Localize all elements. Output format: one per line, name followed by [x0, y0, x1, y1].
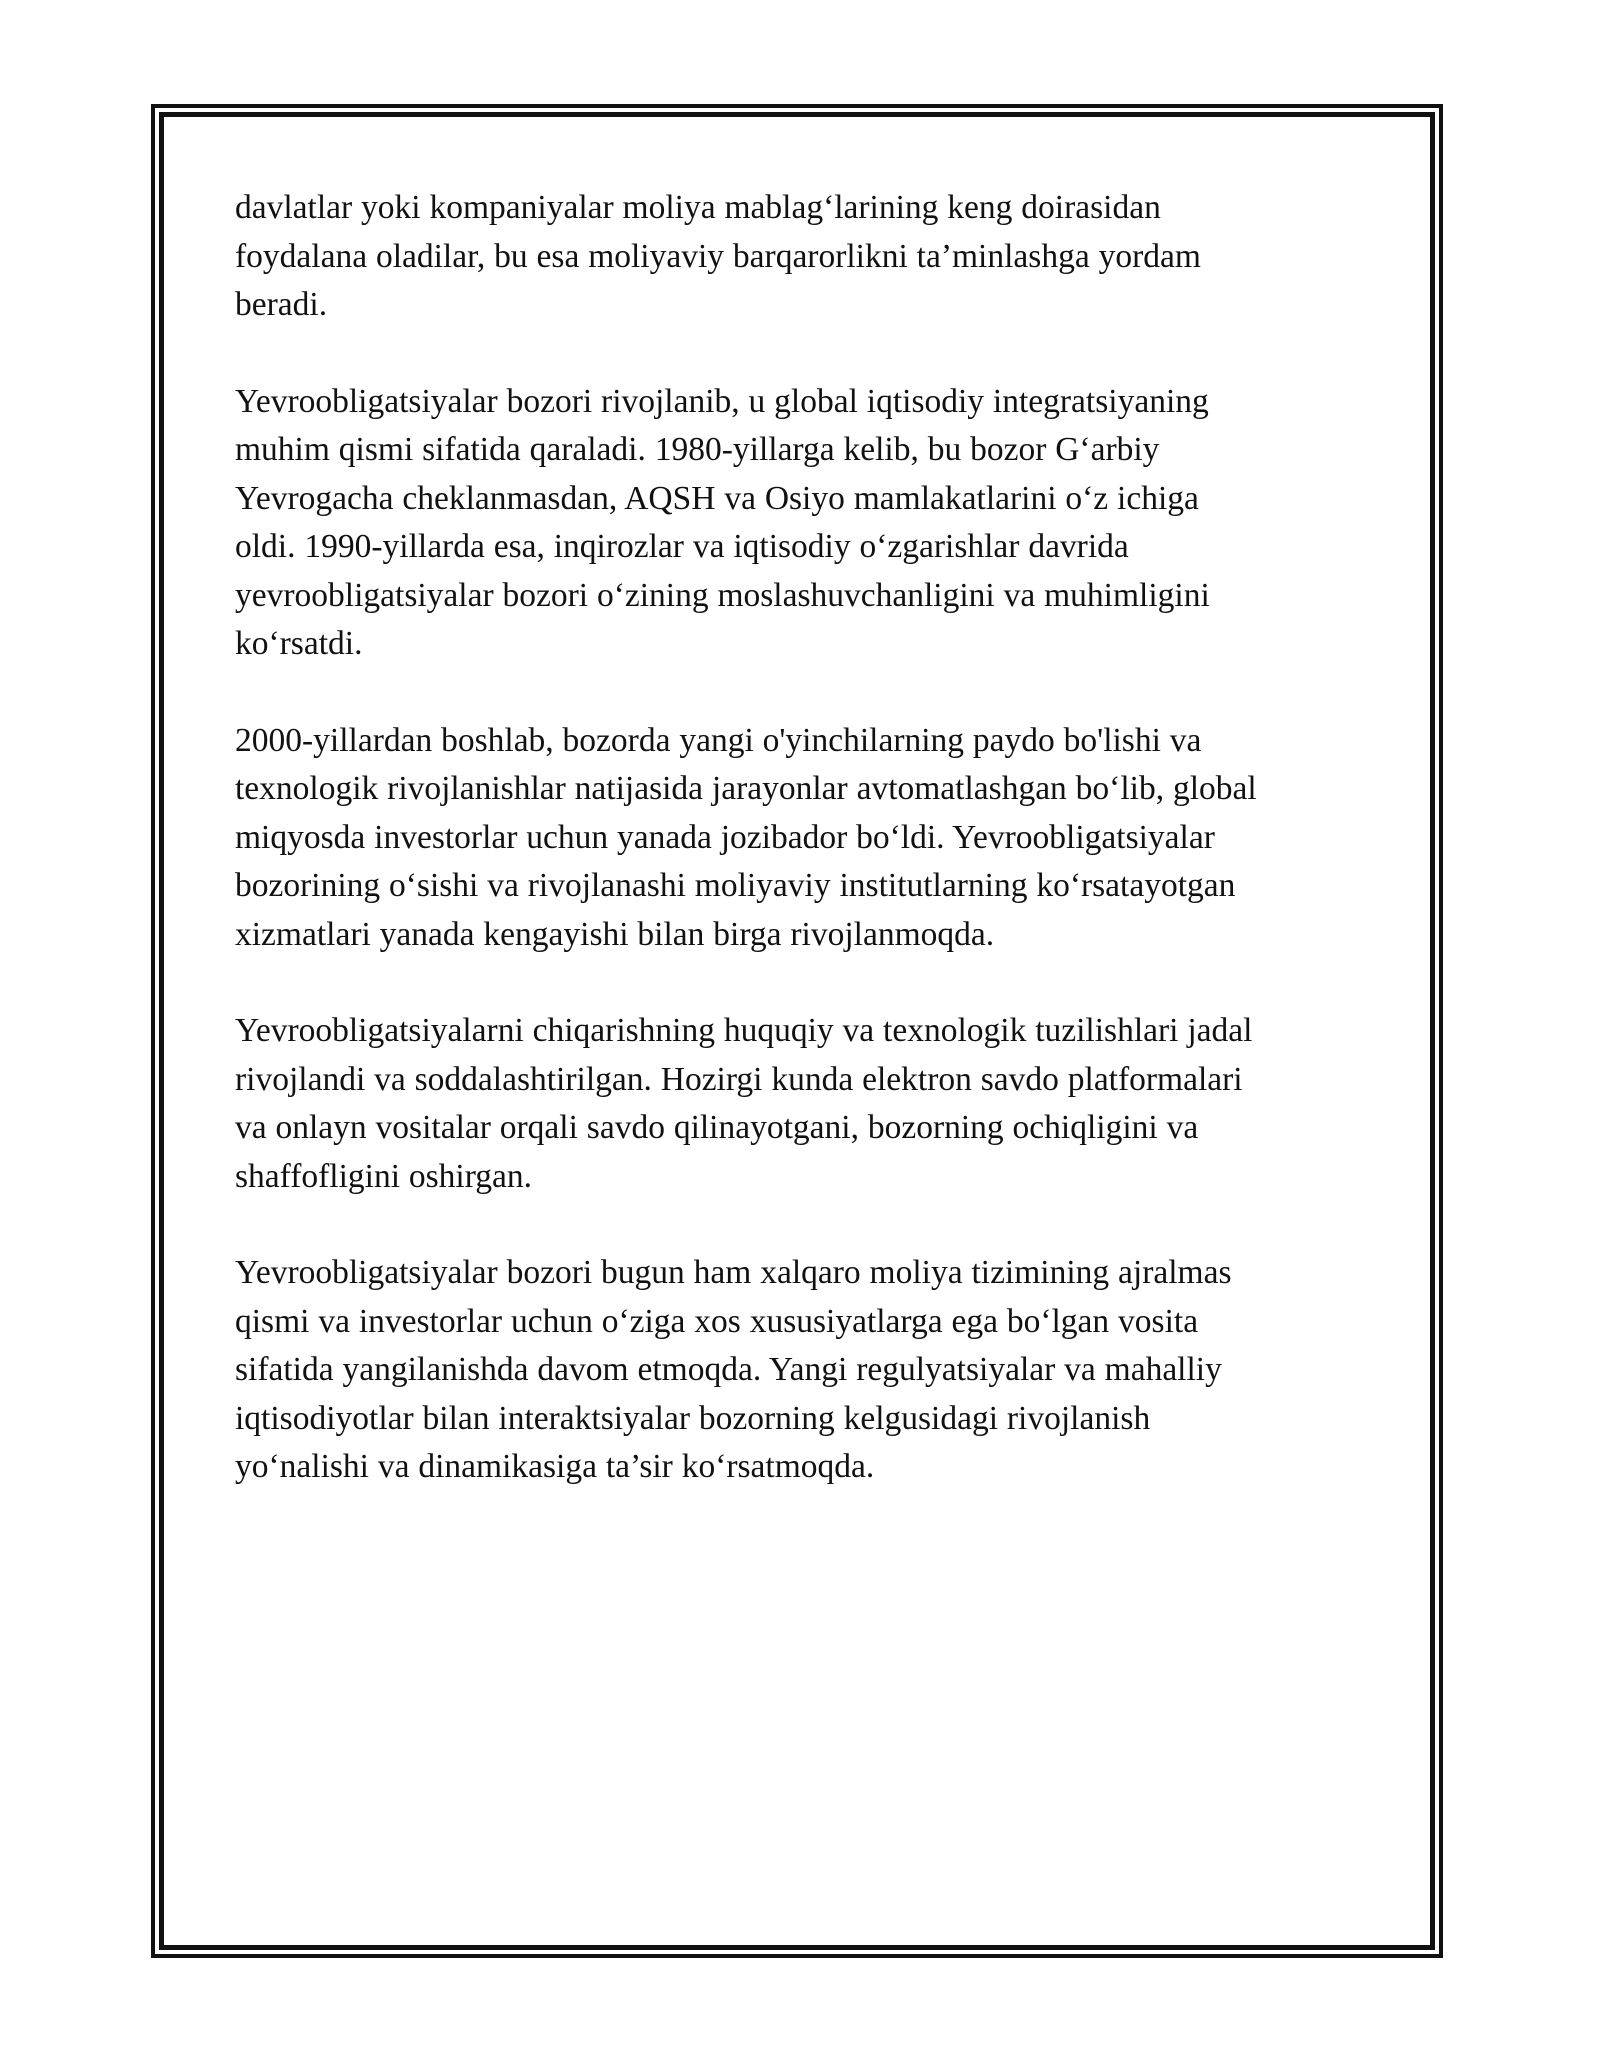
text-line: miqyosda investorlar uchun yanada jozibador bo‘ldi. Yevroobligatsiyalar	[235, 818, 1215, 856]
paragraph-4	[235, 1007, 1365, 1201]
text-line: yo‘nalishi va dinamikasiga ta’sir ko‘rsatmoqda.	[235, 1448, 875, 1485]
text-line: bozorining o‘sishi va rivojlanashi moliyaviy institutlarning ko‘rsatayotgan	[235, 867, 1236, 904]
text-line: xizmatlari yanada kengayishi bilan birga rivojlanmoqda.	[235, 915, 995, 953]
text-line: Yevroobligatsiyalarni chiqarishning huquqiy va texnologik tuzilishlari jadal	[235, 1012, 1253, 1049]
text-line: oldi. 1990-yillarda esa, inqirozlar va iqtisodiy o‘zgarishlar davrida	[235, 528, 1129, 565]
text-line: iqtisodiyotlar bilan interaktsiyalar bozorning kelgusidagi rivojlanish	[235, 1399, 1151, 1437]
paragraph-5	[235, 1249, 1365, 1492]
text-line: 2000-yillardan boshlab, bozorda yangi o'yinchilarning paydo bo'lishi va	[235, 721, 1202, 759]
text-line: Yevrogacha cheklanmasdan, AQSH va Osiyo mamlakatlarini o‘z ichiga	[235, 479, 1199, 517]
text-line: rivojlandi va soddalashtirilgan. Hozirgi kunda elektron savdo platformalari	[235, 1060, 1243, 1098]
text-line: Yevroobligatsiyalar bozori bugun ham xalqaro moliya tizimining ajralmas	[235, 1254, 1232, 1291]
text-line: ko‘rsatdi.	[235, 625, 363, 662]
text-line: sifatida yangilanishda davom etmoqda. Yangi regulyatsiyalar va mahalliy	[235, 1351, 1222, 1388]
text-line: foydalana oladilar, bu esa moliyaviy barqarorlikni ta’minlashga yordam	[235, 237, 1201, 275]
text-line: qismi va investorlar uchun o‘ziga xos xususiyatlarga ega bo‘lgan vosita	[235, 1302, 1199, 1340]
paragraph-2	[235, 378, 1365, 669]
document-body	[235, 184, 1365, 1540]
text-line: texnologik rivojlanishlar natijasida jarayonlar avtomatlashgan bo‘lib, global	[235, 770, 1257, 807]
text-line: beradi.	[235, 286, 328, 323]
text-line: davlatlar yoki kompaniyalar moliya mablag‘larining keng doirasidan	[235, 189, 1161, 226]
paragraph-1	[235, 184, 1365, 330]
text-line: yevroobligatsiyalar bozori o‘zining moslashuvchanligini va muhimligini	[235, 576, 1210, 614]
text-line: shaffofligini oshirgan.	[235, 1157, 533, 1195]
text-line: va onlayn vositalar orqali savdo qilinayotgani, bozorning ochiqligini va	[235, 1109, 1199, 1146]
paragraph-3	[235, 717, 1365, 960]
text-line: Yevroobligatsiyalar bozori rivojlanib, u global iqtisodiy integratsiyaning	[235, 382, 1209, 420]
text-line: muhim qismi sifatida qaraladi. 1980-yillarga kelib, bu bozor G‘arbiy	[235, 431, 1160, 468]
